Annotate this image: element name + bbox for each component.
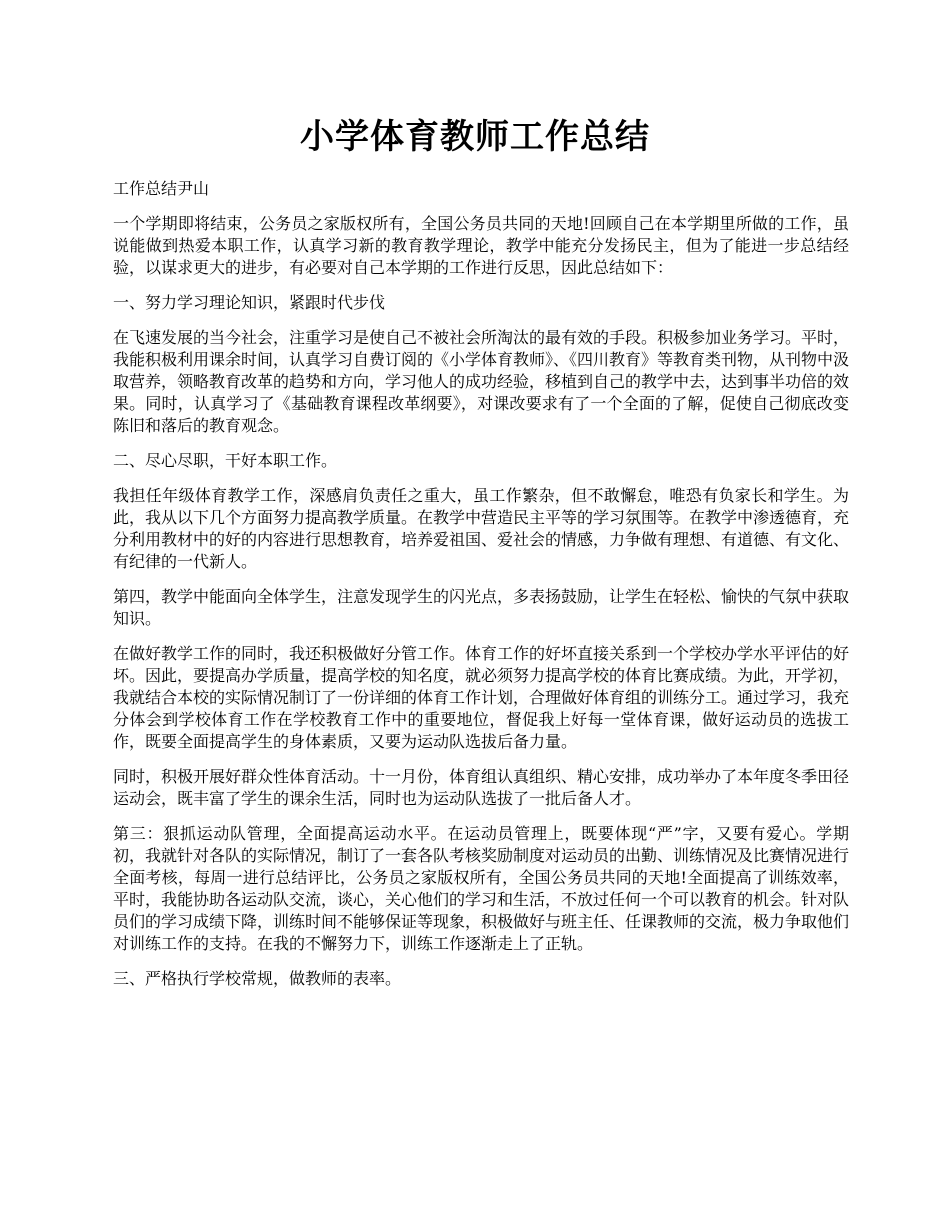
- paragraph-team: 第三：狠抓运动队管理，全面提高运动水平。在运动员管理上，既要体现“严”字，又要有爱心。学期初，我就针对各队的实际情况，制订了一套各队考核奖励制度对运动员的出勤、训练情况及比赛情况进行全面考核，每周一进行总结评比，公务员之家版权所有，全国公务员共同的天地!全面提高了训练效率，平时，我能协助各运动队交流，谈心，关心他们的学习和生活，不放过任何一个可以教育的机会。针对队员们的学习成绩下降，训练时间不能够保证等现象，积极做好与班主任、任课教师的交流，极力争取他们对训练工作的支持。在我的不懈努力下，训练工作逐渐走上了正轨。: [113, 824, 850, 953]
- document-title: 小学体育教师工作总结: [300, 117, 650, 157]
- section-heading-3: 三、严格执行学校常规，做教师的表率。: [113, 969, 402, 988]
- paragraph-teaching: 我担任年级体育教学工作，深感肩负责任之重大，虽工作繁杂，但不敢懈怠，唯恐有负家长和学生。为此，我从以下几个方面努力提高教学质量。在教学中营造民主平等的学习氛围等。在教学中渗透德育，充分利用教材中的好的内容进行思想教育，培养爱祖国、爱社会的情感，力争做有理想、有道德、有文化、有纪律的一代新人。: [113, 486, 850, 571]
- paragraph-fourth: 第四，教学中能面向全体学生，注意发现学生的闪光点，多表扬鼓励，让学生在轻松、愉快的气氛中获取知识。: [113, 587, 850, 628]
- section-heading-1: 一、努力学习理论知识，紧跟时代步伐: [113, 293, 386, 312]
- section-heading-2: 二、尽心尽职，干好本职工作。: [113, 451, 338, 470]
- paragraph-activities: 同时，积极开展好群众性体育活动。十一月份，体育组认真组织、精心安排，成功举办了本年度冬季田径运动会，既丰富了学生的课余生活，同时也为运动队选拔了一批后备人才。: [113, 767, 850, 808]
- intro-paragraph: 一个学期即将结束，公务员之家版权所有，全国公务员共同的天地!回顾自己在本学期里所做的工作，虽说能做到热爱本职工作，认真学习新的教育教学理论，教学中能充分发扬民主，但为了能进一步总结经验，以谋求更大的进步，有必要对自己本学期的工作进行反思，因此总结如下：: [113, 214, 849, 277]
- paragraph-management: 在做好教学工作的同时，我还积极做好分管工作。体育工作的好坏直接关系到一个学校办学水平评估的好坏。因此，要提高办学质量，提高学校的知名度，就必须努力提高学校的体育比赛成绩。为此，开学初，我就结合本校的实际情况制订了一份详细的体育工作计划，合理做好体育组的训练分工。通过学习，我充分体会到学校体育工作在学校教育工作中的重要地位，督促我上好每一堂体育课，做好运动员的选拔工作，既要全面提高学生的身体素质，又要为运动队选拔后备力量。: [113, 644, 850, 751]
- author-line: 工作总结尹山: [113, 179, 210, 198]
- paragraph-study: 在飞速发展的当今社会，注重学习是使自己不被社会所淘汰的最有效的手段。积极参加业务学习。平时，我能积极利用课余时间，认真学习自费订阅的《小学体育教师》、《四川教育》等教育类刊物，从刊物中汲取营养，领略教育改革的趋势和方向，学习他人的成功经验，移植到自己的教学中去，达到事半功倍的效果。同时，认真学习了《基础教育课程改革纲要》，对课改要求有了一个全面的了解，促使自己彻底改变陈旧和落后的教育观念。: [113, 328, 850, 435]
- document-body: [113, 178, 849, 1003]
